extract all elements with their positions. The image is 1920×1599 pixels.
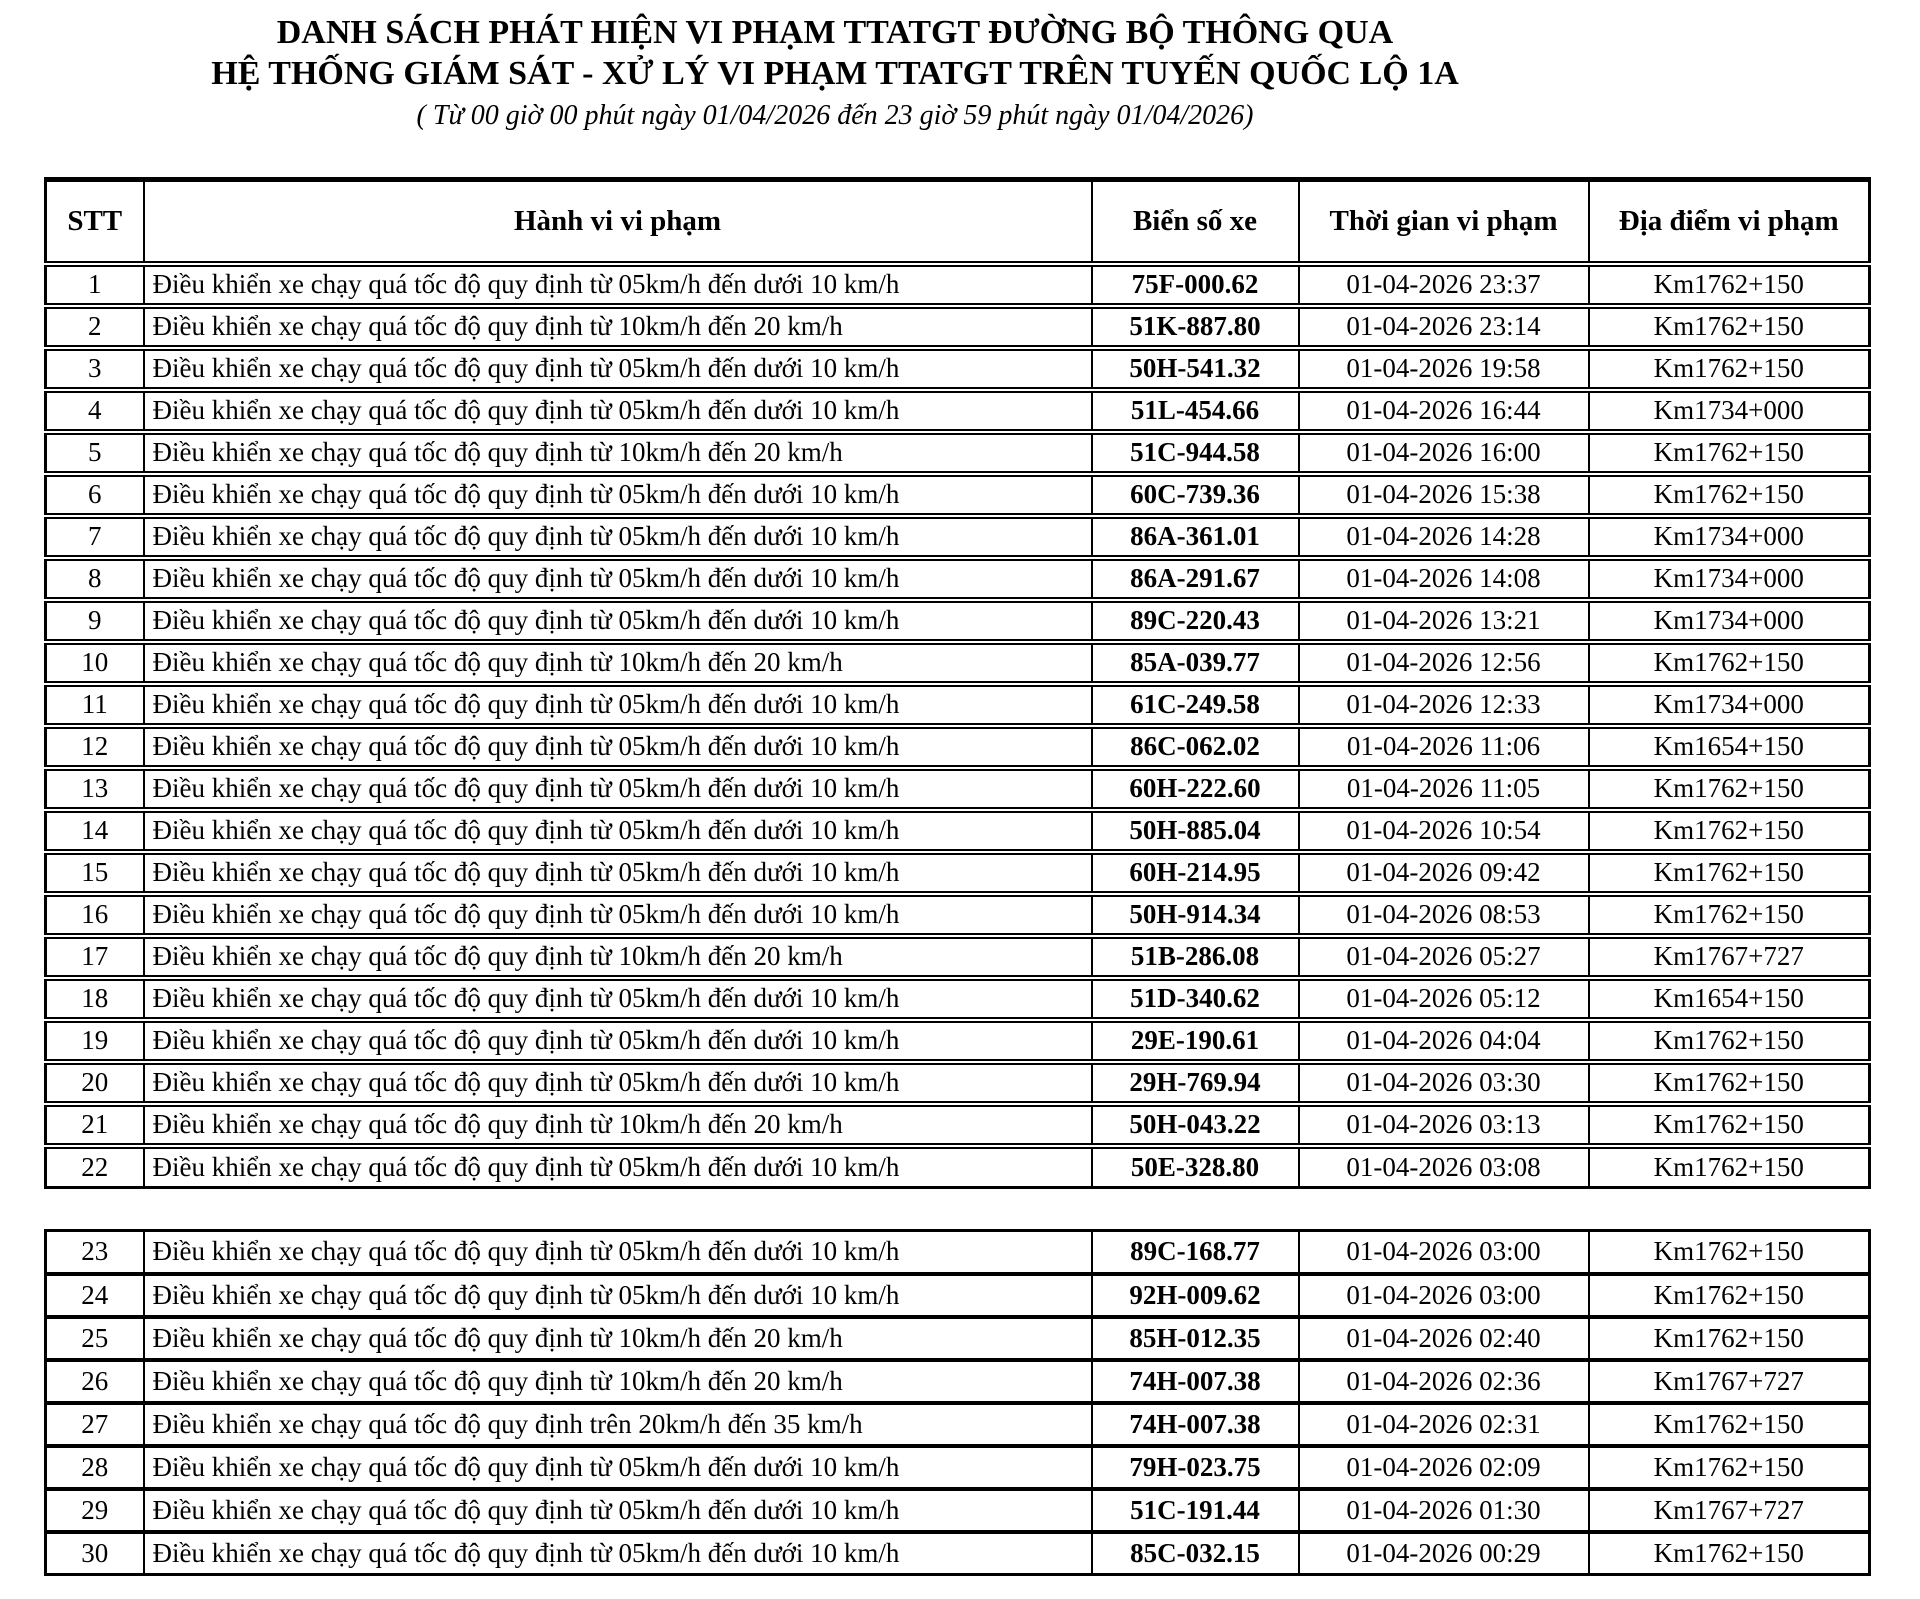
- cell-location: Km1762+150: [1589, 1020, 1870, 1062]
- document-header: [0, 0, 1670, 133]
- cell-location: Km1762+150: [1589, 894, 1870, 936]
- cell-stt: 13: [46, 768, 144, 810]
- cell-time: 01-04-2026 02:31: [1299, 1403, 1589, 1446]
- cell-time: 01-04-2026 19:58: [1299, 348, 1589, 390]
- cell-plate: 50H-541.32: [1092, 348, 1299, 390]
- cell-plate: 75F-000.62: [1092, 264, 1299, 306]
- cell-plate: 74H-007.38: [1092, 1360, 1299, 1403]
- cell-time: 01-04-2026 02:36: [1299, 1360, 1589, 1403]
- cell-stt: 28: [46, 1446, 144, 1489]
- cell-violation: Điều khiển xe chạy quá tốc độ quy định từ 10km/h đến 20 km/h: [144, 1360, 1092, 1403]
- cell-time: 01-04-2026 03:13: [1299, 1104, 1589, 1146]
- cell-plate: 79H-023.75: [1092, 1446, 1299, 1489]
- cell-location: Km1654+150: [1589, 726, 1870, 768]
- cell-violation: Điều khiển xe chạy quá tốc độ quy định từ 10km/h đến 20 km/h: [144, 432, 1092, 474]
- cell-violation: Điều khiển xe chạy quá tốc độ quy định từ 05km/h đến dưới 10 km/h: [144, 1274, 1092, 1317]
- cell-stt: 8: [46, 558, 144, 600]
- cell-plate: 51L-454.66: [1092, 390, 1299, 432]
- cell-time: 01-04-2026 12:56: [1299, 642, 1589, 684]
- cell-violation: Điều khiển xe chạy quá tốc độ quy định từ 05km/h đến dưới 10 km/h: [144, 600, 1092, 642]
- cell-plate: 50H-043.22: [1092, 1104, 1299, 1146]
- cell-plate: 92H-009.62: [1092, 1274, 1299, 1317]
- cell-plate: 86C-062.02: [1092, 726, 1299, 768]
- cell-violation: Điều khiển xe chạy quá tốc độ quy định từ 10km/h đến 20 km/h: [144, 1317, 1092, 1360]
- cell-violation: Điều khiển xe chạy quá tốc độ quy định từ 05km/h đến dưới 10 km/h: [144, 768, 1092, 810]
- cell-location: Km1734+000: [1589, 558, 1870, 600]
- cell-plate: 89C-168.77: [1092, 1231, 1299, 1274]
- cell-plate: 86A-291.67: [1092, 558, 1299, 600]
- table-row: [46, 1274, 1870, 1317]
- cell-time: 01-04-2026 23:14: [1299, 306, 1589, 348]
- cell-time: 01-04-2026 11:05: [1299, 768, 1589, 810]
- cell-location: Km1762+150: [1589, 1231, 1870, 1274]
- cell-stt: 23: [46, 1231, 144, 1274]
- cell-stt: 19: [46, 1020, 144, 1062]
- table-header-row: [46, 180, 1870, 264]
- cell-location: Km1767+727: [1589, 936, 1870, 978]
- col-header-time: Thời gian vi phạm: [1299, 180, 1589, 264]
- cell-stt: 30: [46, 1532, 144, 1575]
- cell-location: Km1762+150: [1589, 1317, 1870, 1360]
- cell-location: Km1762+150: [1589, 1104, 1870, 1146]
- col-header-plate: Biển số xe: [1092, 180, 1299, 264]
- cell-violation: Điều khiển xe chạy quá tốc độ quy định từ 05km/h đến dưới 10 km/h: [144, 348, 1092, 390]
- cell-location: Km1762+150: [1589, 306, 1870, 348]
- cell-location: Km1762+150: [1589, 1146, 1870, 1188]
- cell-violation: Điều khiển xe chạy quá tốc độ quy định từ 05km/h đến dưới 10 km/h: [144, 894, 1092, 936]
- cell-violation: Điều khiển xe chạy quá tốc độ quy định từ 05km/h đến dưới 10 km/h: [144, 516, 1092, 558]
- cell-stt: 16: [46, 894, 144, 936]
- cell-stt: 9: [46, 600, 144, 642]
- table-row: [46, 726, 1870, 768]
- cell-stt: 3: [46, 348, 144, 390]
- cell-violation: Điều khiển xe chạy quá tốc độ quy định từ 05km/h đến dưới 10 km/h: [144, 810, 1092, 852]
- cell-location: Km1654+150: [1589, 978, 1870, 1020]
- table-row: [46, 894, 1870, 936]
- title-line-1: DANH SÁCH PHÁT HIỆN VI PHẠM TTATGT ĐƯỜNG BỘ THÔNG QUA: [276, 14, 1394, 51]
- cell-time: 01-04-2026 03:08: [1299, 1146, 1589, 1188]
- cell-violation: Điều khiển xe chạy quá tốc độ quy định từ 05km/h đến dưới 10 km/h: [144, 264, 1092, 306]
- cell-violation: Điều khiển xe chạy quá tốc độ quy định từ 10km/h đến 20 km/h: [144, 1104, 1092, 1146]
- table-row: [46, 432, 1870, 474]
- cell-stt: 10: [46, 642, 144, 684]
- cell-plate: 74H-007.38: [1092, 1403, 1299, 1446]
- table-row: [46, 1146, 1870, 1188]
- title-line-2: HỆ THỐNG GIÁM SÁT - XỬ LÝ VI PHẠM TTATGT TRÊN TUYẾN QUỐC LỘ 1A: [211, 55, 1459, 92]
- cell-time: 01-04-2026 03:00: [1299, 1274, 1589, 1317]
- cell-stt: 17: [46, 936, 144, 978]
- table-row: [46, 264, 1870, 306]
- table-row: [46, 1317, 1870, 1360]
- violations-table-section-2: [44, 1229, 1871, 1576]
- cell-time: 01-04-2026 11:06: [1299, 726, 1589, 768]
- cell-location: Km1767+727: [1589, 1489, 1870, 1532]
- table-row: [46, 642, 1870, 684]
- cell-location: Km1762+150: [1589, 768, 1870, 810]
- cell-violation: Điều khiển xe chạy quá tốc độ quy định từ 05km/h đến dưới 10 km/h: [144, 852, 1092, 894]
- cell-time: 01-04-2026 03:00: [1299, 1231, 1589, 1274]
- cell-violation: Điều khiển xe chạy quá tốc độ quy định từ 05km/h đến dưới 10 km/h: [144, 1146, 1092, 1188]
- cell-plate: 51D-340.62: [1092, 978, 1299, 1020]
- cell-time: 01-04-2026 01:30: [1299, 1489, 1589, 1532]
- table-row: [46, 1020, 1870, 1062]
- cell-stt: 25: [46, 1317, 144, 1360]
- cell-time: 01-04-2026 10:54: [1299, 810, 1589, 852]
- cell-plate: 86A-361.01: [1092, 516, 1299, 558]
- cell-plate: 51B-286.08: [1092, 936, 1299, 978]
- violations-table-section-1: [44, 177, 1871, 1189]
- cell-stt: 24: [46, 1274, 144, 1317]
- col-header-violation: Hành vi vi phạm: [144, 180, 1092, 264]
- col-header-stt: STT: [46, 180, 144, 264]
- cell-violation: Điều khiển xe chạy quá tốc độ quy định từ 05km/h đến dưới 10 km/h: [144, 390, 1092, 432]
- cell-plate: 51C-191.44: [1092, 1489, 1299, 1532]
- table-row: [46, 978, 1870, 1020]
- cell-location: Km1762+150: [1589, 264, 1870, 306]
- cell-time: 01-04-2026 16:00: [1299, 432, 1589, 474]
- cell-location: Km1762+150: [1589, 1403, 1870, 1446]
- cell-location: Km1762+150: [1589, 642, 1870, 684]
- cell-violation: Điều khiển xe chạy quá tốc độ quy định từ 05km/h đến dưới 10 km/h: [144, 474, 1092, 516]
- table-row: [46, 1104, 1870, 1146]
- table-row: [46, 306, 1870, 348]
- cell-location: Km1762+150: [1589, 348, 1870, 390]
- cell-plate: 61C-249.58: [1092, 684, 1299, 726]
- cell-location: Km1734+000: [1589, 390, 1870, 432]
- cell-location: Km1734+000: [1589, 684, 1870, 726]
- cell-violation: Điều khiển xe chạy quá tốc độ quy định trên 20km/h đến 35 km/h: [144, 1403, 1092, 1446]
- cell-time: 01-04-2026 16:44: [1299, 390, 1589, 432]
- cell-stt: 14: [46, 810, 144, 852]
- table-row: [46, 1532, 1870, 1575]
- cell-time: 01-04-2026 15:38: [1299, 474, 1589, 516]
- cell-location: Km1762+150: [1589, 474, 1870, 516]
- cell-stt: 11: [46, 684, 144, 726]
- cell-plate: 60H-222.60: [1092, 768, 1299, 810]
- cell-violation: Điều khiển xe chạy quá tốc độ quy định từ 05km/h đến dưới 10 km/h: [144, 1020, 1092, 1062]
- cell-location: Km1762+150: [1589, 432, 1870, 474]
- table-row: [46, 1062, 1870, 1104]
- cell-stt: 4: [46, 390, 144, 432]
- cell-plate: 50H-885.04: [1092, 810, 1299, 852]
- cell-time: 01-04-2026 05:27: [1299, 936, 1589, 978]
- table-row: [46, 936, 1870, 978]
- table-row: [46, 1360, 1870, 1403]
- cell-stt: 29: [46, 1489, 144, 1532]
- cell-location: Km1734+000: [1589, 516, 1870, 558]
- cell-violation: Điều khiển xe chạy quá tốc độ quy định từ 05km/h đến dưới 10 km/h: [144, 684, 1092, 726]
- cell-location: Km1762+150: [1589, 1274, 1870, 1317]
- cell-stt: 5: [46, 432, 144, 474]
- cell-violation: Điều khiển xe chạy quá tốc độ quy định từ 05km/h đến dưới 10 km/h: [144, 1231, 1092, 1274]
- cell-stt: 26: [46, 1360, 144, 1403]
- cell-time: 01-04-2026 05:12: [1299, 978, 1589, 1020]
- cell-location: Km1734+000: [1589, 600, 1870, 642]
- cell-plate: 51K-887.80: [1092, 306, 1299, 348]
- table-row: [46, 852, 1870, 894]
- cell-time: 01-04-2026 13:21: [1299, 600, 1589, 642]
- cell-location: Km1767+727: [1589, 1360, 1870, 1403]
- cell-plate: 85H-012.35: [1092, 1317, 1299, 1360]
- cell-location: Km1762+150: [1589, 810, 1870, 852]
- cell-stt: 21: [46, 1104, 144, 1146]
- cell-stt: 1: [46, 264, 144, 306]
- cell-violation: Điều khiển xe chạy quá tốc độ quy định từ 05km/h đến dưới 10 km/h: [144, 1489, 1092, 1532]
- table-row: [46, 1231, 1870, 1274]
- cell-violation: Điều khiển xe chạy quá tốc độ quy định từ 05km/h đến dưới 10 km/h: [144, 978, 1092, 1020]
- cell-plate: 29E-190.61: [1092, 1020, 1299, 1062]
- table-row: [46, 348, 1870, 390]
- cell-stt: 12: [46, 726, 144, 768]
- cell-plate: 85C-032.15: [1092, 1532, 1299, 1575]
- table-row: [46, 516, 1870, 558]
- cell-violation: Điều khiển xe chạy quá tốc độ quy định từ 10km/h đến 20 km/h: [144, 936, 1092, 978]
- cell-stt: 18: [46, 978, 144, 1020]
- table-row: [46, 1446, 1870, 1489]
- col-header-location: Địa điểm vi phạm: [1589, 180, 1870, 264]
- cell-time: 01-04-2026 04:04: [1299, 1020, 1589, 1062]
- table-row: [46, 474, 1870, 516]
- cell-violation: Điều khiển xe chạy quá tốc độ quy định từ 05km/h đến dưới 10 km/h: [144, 1446, 1092, 1489]
- cell-stt: 22: [46, 1146, 144, 1188]
- cell-stt: 15: [46, 852, 144, 894]
- cell-location: Km1762+150: [1589, 1062, 1870, 1104]
- cell-violation: Điều khiển xe chạy quá tốc độ quy định từ 10km/h đến 20 km/h: [144, 306, 1092, 348]
- table-row: [46, 810, 1870, 852]
- cell-violation: Điều khiển xe chạy quá tốc độ quy định từ 05km/h đến dưới 10 km/h: [144, 1532, 1092, 1575]
- cell-stt: 7: [46, 516, 144, 558]
- cell-plate: 50E-328.80: [1092, 1146, 1299, 1188]
- cell-violation: Điều khiển xe chạy quá tốc độ quy định từ 05km/h đến dưới 10 km/h: [144, 726, 1092, 768]
- cell-plate: 51C-944.58: [1092, 432, 1299, 474]
- cell-time: 01-04-2026 23:37: [1299, 264, 1589, 306]
- table-row: [46, 600, 1870, 642]
- subtitle-date-range: ( Từ 00 giờ 00 phút ngày 01/04/2026 đến 23 giờ 59 phút ngày 01/04/2026): [416, 100, 1254, 131]
- cell-plate: 60C-739.36: [1092, 474, 1299, 516]
- cell-time: 01-04-2026 02:09: [1299, 1446, 1589, 1489]
- table-row: [46, 390, 1870, 432]
- cell-time: 01-04-2026 08:53: [1299, 894, 1589, 936]
- table-row: [46, 1403, 1870, 1446]
- cell-plate: 50H-914.34: [1092, 894, 1299, 936]
- table-row: [46, 768, 1870, 810]
- cell-time: 01-04-2026 09:42: [1299, 852, 1589, 894]
- cell-time: 01-04-2026 00:29: [1299, 1532, 1589, 1575]
- cell-location: Km1762+150: [1589, 1446, 1870, 1489]
- cell-time: 01-04-2026 14:08: [1299, 558, 1589, 600]
- cell-stt: 20: [46, 1062, 144, 1104]
- cell-stt: 6: [46, 474, 144, 516]
- cell-time: 01-04-2026 03:30: [1299, 1062, 1589, 1104]
- cell-plate: 85A-039.77: [1092, 642, 1299, 684]
- cell-time: 01-04-2026 02:40: [1299, 1317, 1589, 1360]
- cell-plate: 89C-220.43: [1092, 600, 1299, 642]
- cell-location: Km1762+150: [1589, 852, 1870, 894]
- table-row: [46, 1489, 1870, 1532]
- cell-violation: Điều khiển xe chạy quá tốc độ quy định từ 05km/h đến dưới 10 km/h: [144, 558, 1092, 600]
- cell-stt: 27: [46, 1403, 144, 1446]
- cell-violation: Điều khiển xe chạy quá tốc độ quy định từ 10km/h đến 20 km/h: [144, 642, 1092, 684]
- cell-plate: 60H-214.95: [1092, 852, 1299, 894]
- cell-violation: Điều khiển xe chạy quá tốc độ quy định từ 05km/h đến dưới 10 km/h: [144, 1062, 1092, 1104]
- cell-location: Km1762+150: [1589, 1532, 1870, 1575]
- cell-time: 01-04-2026 14:28: [1299, 516, 1589, 558]
- table-row: [46, 558, 1870, 600]
- cell-stt: 2: [46, 306, 144, 348]
- cell-plate: 29H-769.94: [1092, 1062, 1299, 1104]
- table-row: [46, 684, 1870, 726]
- cell-time: 01-04-2026 12:33: [1299, 684, 1589, 726]
